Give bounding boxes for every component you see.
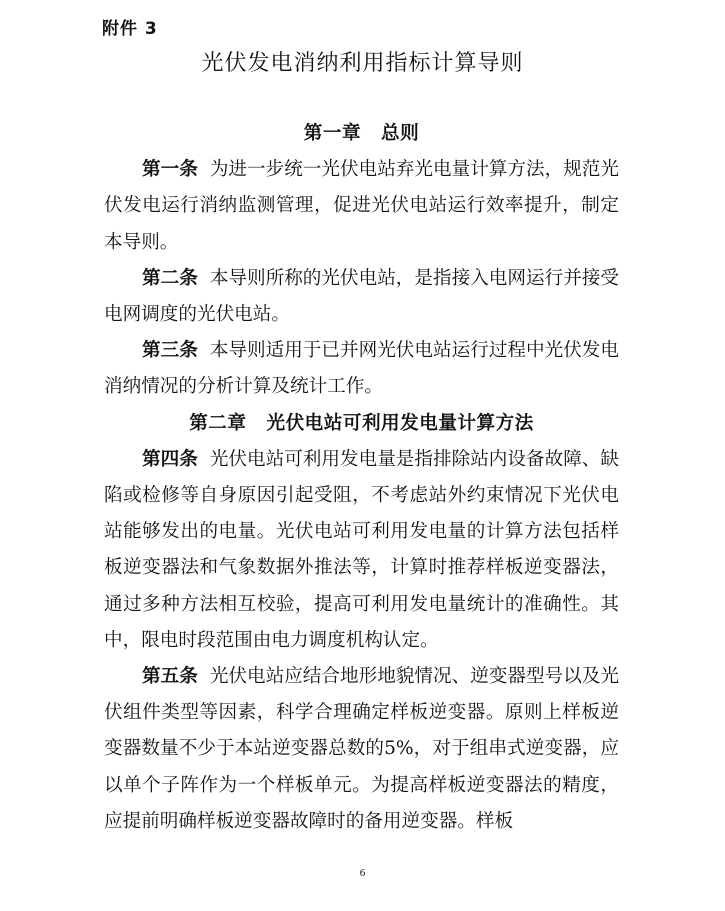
attachment-label: 附件 3 [102, 19, 158, 39]
article-paragraph [104, 442, 619, 659]
article-paragraph [104, 333, 619, 405]
chapter-heading [104, 406, 619, 442]
article-label: 第二条 [142, 267, 198, 289]
article-paragraph [104, 261, 619, 333]
chapter-title: 总则 [381, 123, 420, 144]
chapter-number: 第二章 [189, 412, 247, 434]
article-paragraph [104, 659, 619, 840]
chapter-number: 第一章 [303, 123, 362, 144]
article-label: 第四条 [142, 448, 198, 470]
article-text: 为进一步统一光伏电站弃光电量计算方法，规范光伏发电运行消纳监测管理，促进光伏电站运行效率提升，制定本导则。 [104, 159, 619, 253]
document-title: 光伏发电消纳利用指标计算导则 [201, 51, 524, 76]
chapter-title: 光伏电站可利用发电量计算方法 [266, 412, 534, 434]
article-text: 光伏电站可利用发电量是指排除站内设备故障、缺陷或检修等自身原因引起受阻，不考虑站外约束情况下光伏电站能够发出的电量。光伏电站可利用发电量的计算方法包括样板逆变器法和气象数据外推法等，计算时推荐样板逆变器法，通过多种方法相互校验，提高可利用发电量统计的准确性。其中，限电时段范围由电力调度机构认定。 [104, 448, 619, 651]
article-paragraph [104, 152, 619, 261]
article-label: 第三条 [142, 340, 198, 362]
page-number: 6 [359, 867, 366, 879]
article-text: 本导则适用于已并网光伏电站运行过程中光伏发电消纳情况的分析计算及统计工作。 [104, 340, 619, 398]
article-text: 光伏电站应结合地形地貌情况、逆变器型号以及光伏组件类型等因素，科学合理确定样板逆变器。原则上样板逆变器数量不少于本站逆变器总数的5%，对于组串式逆变器，应以单个子阵作为一个样板单元。为提高样板逆变器法的精度，应提前明确样板逆变器故障时的备用逆变器。样板 [104, 666, 619, 832]
article-text: 本导则所称的光伏电站，是指接入电网运行并接受电网调度的光伏电站。 [104, 267, 619, 326]
document-body [104, 116, 619, 840]
chapter-heading [104, 116, 619, 152]
article-label: 第一条 [142, 159, 198, 181]
article-label: 第五条 [142, 666, 198, 688]
